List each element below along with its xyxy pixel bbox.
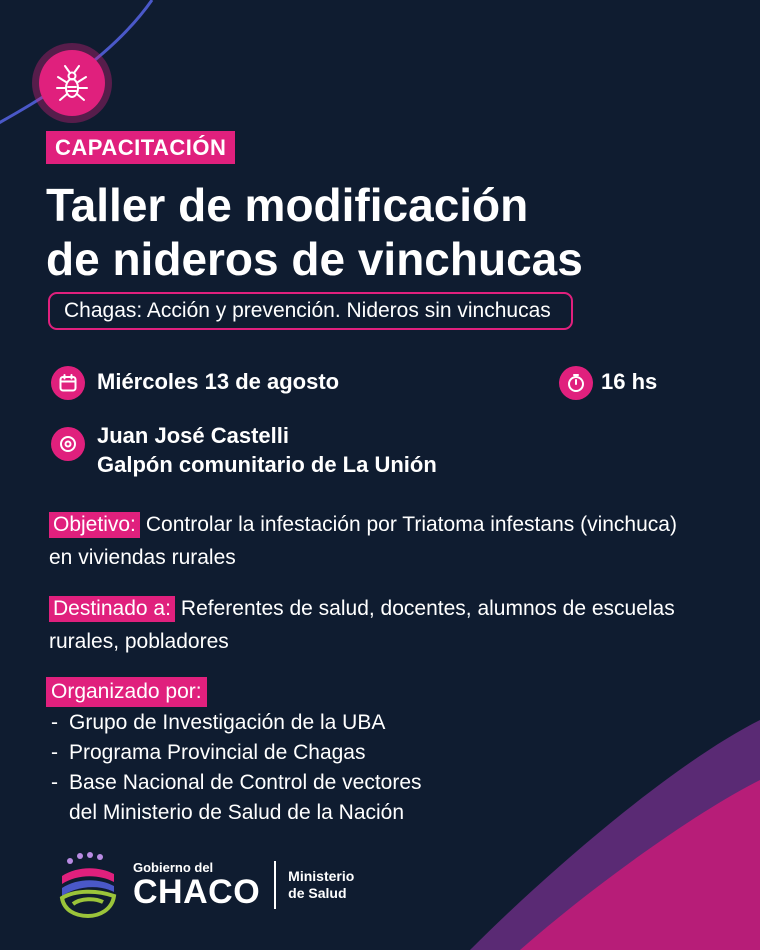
organizer-line-1: Base Nacional de Control de vectores: [69, 771, 422, 794]
ministerio-line-2: de Salud: [288, 885, 347, 901]
gobierno-label: Gobierno del: [133, 860, 214, 875]
organizer-name: Grupo de Investigación de la UBA: [69, 711, 386, 734]
organizado-label: Organizado por:: [46, 677, 207, 707]
time-row: [559, 366, 657, 400]
calendar-icon: [51, 366, 85, 400]
event-time: 16 hs: [601, 369, 658, 394]
date-row: [51, 366, 339, 400]
footer-divider: [274, 861, 276, 909]
bottom-right-purple-shape: [470, 720, 760, 950]
bottom-right-pink-shape: [520, 780, 760, 950]
bug-badge: [39, 50, 105, 116]
bug-icon: [54, 63, 90, 103]
title-line-1: Taller de modificación: [46, 179, 529, 231]
ministerio-label: [288, 868, 354, 902]
organizer-line-2: del Ministerio de Salud de la Nación: [69, 801, 405, 824]
footer-logo: [57, 852, 354, 918]
objetivo-label: Objetivo:: [49, 512, 140, 538]
list-item: - Programa Provincial de Chagas: [51, 738, 422, 768]
event-date: Miércoles 13 de agosto: [97, 369, 340, 394]
organizer-name: Programa Provincial de Chagas: [69, 741, 366, 764]
category-tag: CAPACITACIÓN: [46, 131, 235, 164]
chaco-wordmark: [133, 861, 260, 909]
chaco-logo-icon: [57, 852, 119, 918]
destinado-text: Referentes de salud, docentes, alumnos de escuelas rurales, pobladores: [49, 597, 675, 653]
chaco-label: CHACO: [133, 873, 261, 911]
organizers-list: [51, 708, 422, 828]
place-row: [51, 421, 437, 479]
objetivo-text: Controlar la infestación por Triatoma infestans (vinchuca) en viviendas rurales: [49, 513, 677, 569]
list-item: - Base Nacional de Control de vectores del Ministerio de Salud de la Nación: [51, 768, 422, 828]
destinado-label: Destinado a:: [49, 596, 175, 622]
page-title: [46, 178, 726, 286]
location-pin-icon: [51, 427, 85, 461]
place-line-2: Galpón comunitario de La Unión: [97, 452, 437, 477]
objetivo-paragraph: [49, 508, 689, 574]
ministerio-line-1: Ministerio: [288, 868, 355, 884]
place-line-1: Juan José Castelli: [97, 423, 289, 448]
subtitle-box: Chagas: Acción y prevención. Nideros sin vinchucas: [48, 292, 573, 330]
list-item: - Grupo de Investigación de la UBA: [51, 708, 422, 738]
event-place: [97, 421, 437, 479]
organizer-name: [69, 768, 422, 828]
destinado-paragraph: [49, 592, 689, 658]
title-line-2: de nideros de vinchucas: [46, 233, 583, 285]
clock-icon: [559, 366, 593, 400]
